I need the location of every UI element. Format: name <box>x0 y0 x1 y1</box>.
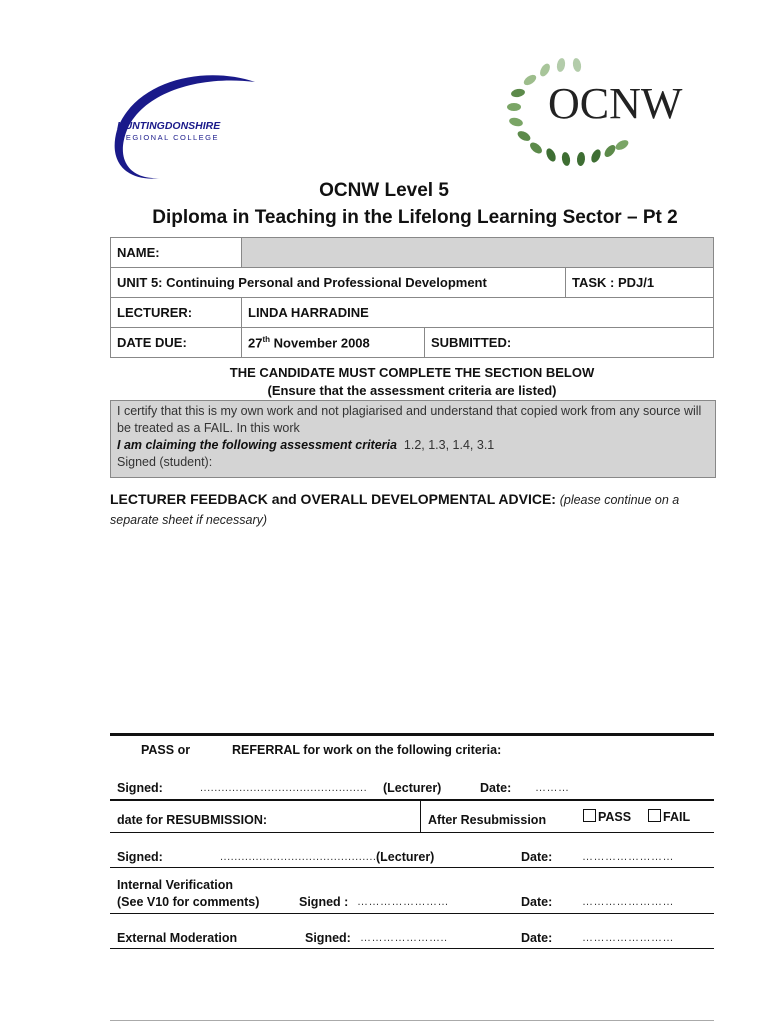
resubmission-label: date for RESUBMISSION: <box>117 813 268 827</box>
college-name-line1: HUNTINGDONSHIRE <box>117 120 221 132</box>
lecturer-label-2: (Lecturer) <box>376 850 435 864</box>
divider <box>110 867 714 868</box>
date-due-label: DATE DUE: <box>111 328 242 358</box>
claim-label: I am claiming the following assessment criteria <box>117 438 397 452</box>
feedback-note: (please continue on a separate sheet if necessary) <box>110 493 680 527</box>
assignment-details-table <box>110 237 714 358</box>
ext-signed-label: Signed: <box>305 931 351 945</box>
date-line-1[interactable]: ……… <box>535 782 570 794</box>
claim-line <box>117 437 709 454</box>
fail-checkbox[interactable]: FAIL <box>648 809 690 824</box>
name-field[interactable] <box>242 238 714 268</box>
date-label-1: Date: <box>480 781 512 795</box>
ocnw-logo <box>500 55 715 170</box>
feedback-label: LECTURER FEEDBACK and OVERALL DEVELOPMENTAL ADVICE: <box>110 491 556 507</box>
lecturer-label: LECTURER: <box>111 298 242 328</box>
page-title: OCNW Level 5 <box>319 180 449 201</box>
college-name-line2: REGIONAL COLLEGE <box>119 133 219 142</box>
student-signature[interactable]: Signed (student): <box>117 455 213 469</box>
referral-label: REFERRAL for work on the following criteria: <box>232 743 502 757</box>
internal-verification-label: Internal Verification <box>117 878 234 892</box>
iv-date-label: Date: <box>521 895 553 909</box>
iv-signature-line[interactable]: …………………… <box>357 896 449 908</box>
ext-signature-line[interactable]: ………………….. <box>360 932 448 944</box>
divider <box>110 913 714 914</box>
divider <box>110 948 714 949</box>
task-label: TASK : PDJ/1 <box>566 268 714 298</box>
date-line-2[interactable]: …………………… <box>582 851 674 863</box>
signature-line-2[interactable]: ............................................... <box>220 851 388 863</box>
unit-label: UNIT 5: Continuing Personal and Professional Development <box>111 268 566 298</box>
ext-date-label: Date: <box>521 931 553 945</box>
checkbox-icon <box>648 809 661 822</box>
candidate-subheading: (Ensure that the assessment criteria are listed) <box>267 383 557 398</box>
checkbox-icon <box>583 809 596 822</box>
pass-or-label: PASS or <box>141 743 191 757</box>
certify-text: I certify that this is my own work and not plagiarised and understand that copied work from any source will be treated as a FAIL. In this work <box>117 404 702 435</box>
after-resubmission-label: After Resubmission <box>428 813 547 827</box>
signed-label-2: Signed: <box>117 850 163 864</box>
ocnw-logo-text: OCNW <box>548 79 683 128</box>
claim-value: 1.2, 1.3, 1.4, 3.1 <box>403 438 495 452</box>
pass-checkbox[interactable]: PASS <box>583 809 631 824</box>
lecturer-value: LINDA HARRADINE <box>242 298 714 328</box>
iv-date-line[interactable]: …………………… <box>582 896 674 908</box>
internal-verification-note: (See V10 for comments) <box>117 895 260 909</box>
iv-signed-label: Signed : <box>299 895 349 909</box>
external-moderation-label: External Moderation <box>117 931 238 945</box>
candidate-declaration <box>110 400 716 478</box>
divider <box>110 832 714 833</box>
candidate-heading: THE CANDIDATE MUST COMPLETE THE SECTION BELOW <box>229 365 595 380</box>
divider <box>110 733 714 736</box>
name-label: NAME: <box>111 238 242 268</box>
lecturer-label-1: (Lecturer) <box>383 781 442 795</box>
date-due-value: 27th November 2008 <box>242 328 425 358</box>
college-logo <box>105 70 265 185</box>
signed-label-1: Signed: <box>117 781 163 795</box>
divider <box>420 801 421 832</box>
signature-line-1[interactable]: ............................................... <box>200 782 368 794</box>
lecturer-feedback <box>110 490 714 530</box>
submitted-label: SUBMITTED: <box>425 328 714 358</box>
ext-date-line[interactable]: …………………… <box>582 932 674 944</box>
page-subtitle: Diploma in Teaching in the Lifelong Learning Sector – Pt 2 <box>152 207 678 228</box>
date-label-2: Date: <box>521 850 553 864</box>
divider <box>110 799 714 801</box>
divider <box>110 1020 714 1021</box>
